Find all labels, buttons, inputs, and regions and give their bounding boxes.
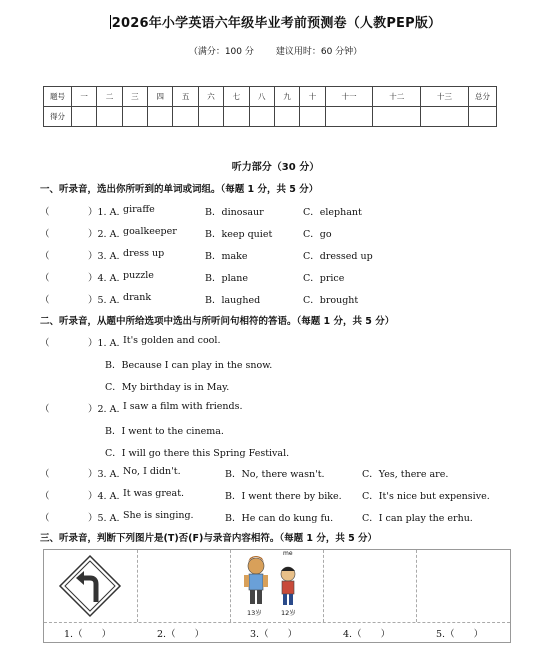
page-title	[0, 12, 551, 31]
option-b: B．He can do kung fu.	[225, 513, 334, 524]
score-input-cell[interactable]	[274, 107, 299, 127]
answer-paren[interactable]: （	[40, 207, 50, 218]
score-header-cell: 十二	[373, 87, 421, 107]
score-input-cell[interactable]	[325, 107, 373, 127]
score-input-cell[interactable]	[148, 107, 173, 127]
answer-blank-4[interactable]: 4.（ ）	[343, 629, 391, 640]
answer-blank-5[interactable]: 5.（ ）	[436, 629, 484, 640]
score-input-cell[interactable]	[249, 107, 274, 127]
question-number: ）1. A.	[88, 338, 120, 349]
option-b: B．plane	[205, 273, 249, 284]
score-header-cell: 总分	[469, 87, 497, 107]
score-header-cell: 四	[148, 87, 173, 107]
score-header-cell: 七	[224, 87, 249, 107]
score-header-cell: 九	[274, 87, 299, 107]
option-b: B．laughed	[205, 295, 261, 306]
score-header-cell: 十	[300, 87, 325, 107]
option-a: drank	[123, 292, 152, 303]
two-boys-picture	[230, 550, 323, 622]
answer-paren[interactable]: （	[40, 491, 50, 502]
question-number: ）2. A.	[88, 404, 120, 415]
picture-cell-3	[230, 550, 324, 622]
option-b: B．keep quiet	[205, 229, 273, 240]
turn-left-sign-icon	[44, 550, 137, 622]
score-header-cell: 三	[122, 87, 147, 107]
full-score: （满分：100 分	[188, 47, 254, 57]
score-header-cell: 十三	[421, 87, 469, 107]
option-b: B．dinosaur	[205, 207, 264, 218]
option-c: C．elephant	[303, 207, 362, 218]
exam-info	[0, 44, 551, 57]
score-header-cell: 二	[97, 87, 122, 107]
answer-paren[interactable]: （	[40, 513, 50, 524]
score-input-cell[interactable]	[72, 107, 97, 127]
score-header-cell: 八	[249, 87, 274, 107]
question-number: ）1. A.	[88, 207, 120, 218]
picture-table	[43, 549, 511, 643]
option-a: giraffe	[123, 204, 155, 215]
score-input-cell[interactable]	[373, 107, 421, 127]
option-c: C．I can play the erhu.	[362, 513, 473, 524]
option-c: C．price	[303, 273, 345, 284]
score-header-cell: 十一	[325, 87, 373, 107]
score-row-label: 得分	[44, 107, 72, 127]
option-a: No, I didn't.	[123, 466, 181, 477]
score-header-cell: 一	[72, 87, 97, 107]
question-number: ）5. A.	[88, 513, 120, 524]
picture-label-me: me	[283, 550, 293, 557]
answer-paren[interactable]: （	[40, 469, 50, 480]
score-table	[43, 86, 497, 127]
score-header-cell: 六	[198, 87, 223, 107]
question-number: ）3. A.	[88, 469, 120, 480]
option-c: C．I will go there this Spring Festival.	[105, 448, 290, 459]
option-b: B．I went to the cinema.	[105, 426, 224, 437]
answer-blank-3[interactable]: 3.（ ）	[250, 629, 298, 640]
question-number: ）4. A.	[88, 491, 120, 502]
q1-heading: 一、听录音，选出你所听到的单词或词组。（每题 1 分，共 5 分）	[40, 184, 319, 195]
picture-cell-5	[416, 550, 510, 622]
title-text: 2026年小学英语六年级毕业考前预测卷（人教PEP版）	[111, 16, 442, 31]
answer-paren[interactable]: （	[40, 404, 50, 415]
option-a: goalkeeper	[123, 226, 177, 237]
suggested-time: 建议用时：60 分钟）	[275, 47, 363, 57]
option-a: It was great.	[123, 488, 185, 499]
answer-paren[interactable]: （	[40, 229, 50, 240]
q3-heading: 三、听录音，判断下列图片是(T)否(F)与录音内容相符。（每题 1 分，共 5 分）	[40, 533, 378, 544]
score-header-cell: 题号	[44, 87, 72, 107]
option-a: I saw a film with friends.	[123, 401, 243, 412]
score-input-cell[interactable]	[224, 107, 249, 127]
option-c: C．go	[303, 229, 332, 240]
question-number: ）4. A.	[88, 273, 120, 284]
option-c: C．dressed up	[303, 251, 373, 262]
score-input-cell[interactable]	[198, 107, 223, 127]
q2-heading: 二、听录音，从题中所给选项中选出与所听问句相符的答语。（每题 1 分，共 5 分）	[40, 316, 395, 327]
question-number: ）2. A.	[88, 229, 120, 240]
option-c: C．My birthday is in May.	[105, 382, 230, 393]
answer-blank-1[interactable]: 1.（ ）	[64, 629, 112, 640]
option-b: B．Because I can play in the snow.	[105, 360, 273, 371]
score-table-header-row	[44, 87, 497, 107]
option-c: C．It's nice but expensive.	[362, 491, 490, 502]
score-input-cell[interactable]	[122, 107, 147, 127]
question-number: ）3. A.	[88, 251, 120, 262]
answer-blank-2[interactable]: 2.（ ）	[157, 629, 205, 640]
answer-paren[interactable]: （	[40, 273, 50, 284]
score-input-cell[interactable]	[300, 107, 325, 127]
listening-section-title: 听力部分（30 分）	[231, 162, 320, 173]
answer-paren[interactable]: （	[40, 295, 50, 306]
option-c: C．Yes, there are.	[362, 469, 449, 480]
option-b: B．I went there by bike.	[225, 491, 342, 502]
picture-age-right: 12岁	[281, 609, 296, 617]
option-b: B．No, there wasn't.	[225, 469, 325, 480]
option-a: She is singing.	[123, 510, 194, 521]
answer-paren[interactable]: （	[40, 251, 50, 262]
score-input-cell[interactable]	[469, 107, 497, 127]
option-a: puzzle	[123, 270, 154, 281]
option-c: C．brought	[303, 295, 359, 306]
question-number: ）5. A.	[88, 295, 120, 306]
answer-paren[interactable]: （	[40, 338, 50, 349]
score-input-cell[interactable]	[421, 107, 469, 127]
option-a: dress up	[123, 248, 165, 259]
option-a: It's golden and cool.	[123, 335, 221, 346]
score-table-score-row	[44, 107, 497, 127]
picture-cell-1	[44, 550, 138, 622]
score-input-cell[interactable]	[173, 107, 198, 127]
picture-cell-2	[137, 550, 231, 622]
option-b: B．make	[205, 251, 248, 262]
score-input-cell[interactable]	[97, 107, 122, 127]
picture-age-left: 13岁	[247, 609, 262, 617]
text-cursor	[110, 15, 111, 29]
picture-cell-4	[323, 550, 417, 622]
score-header-cell: 五	[173, 87, 198, 107]
